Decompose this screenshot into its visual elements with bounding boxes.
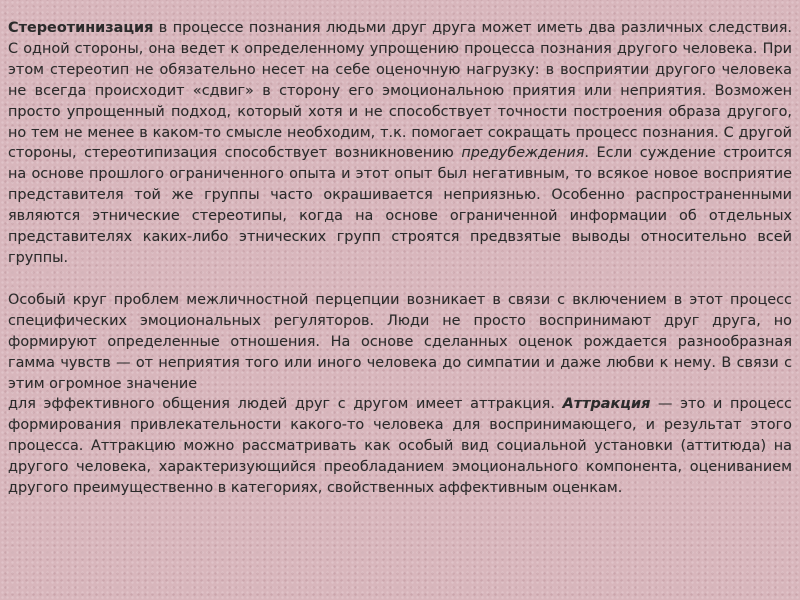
paragraph-stereotyping (8, 18, 792, 269)
paragraph2-text-b: для эффективного общения людей друг с другом имеет аттракция. (8, 396, 563, 413)
term-prejudice: предубеждения (461, 145, 585, 162)
paragraph2-text-a: Особый круг проблем межличностной перцепции возникает в связи с включением в этот процесс специфических эмоциональных регуляторов. Люди не просто воспринимают друг друга, но формируют определенные отношения. На основе сделанных оценок рождается разнообразная гамма чувств — от неприятия того или иного человека до симпатии и даже любви к нему. В связи с этим огромное значение (8, 291, 792, 392)
term-attraction: Аттракция (562, 396, 651, 413)
paragraph1-text-b: . Если суждение строится на основе прошлого ограниченного опыта и этот опыт был негативным, то всякое новое восприятие представителя той же группы часто окрашивается неприязнью. Особенно распространенными являются этнические стереотипы, когда на основе ограниченной информации об отдельных представителях каких-либо этнических групп строятся предвзятые выводы относительно всей группы. (8, 145, 792, 266)
paragraph2-text-c: — это и процесс формирования привлекательности какого-то человека для воспринимающего, и результат этого процесса. Аттракцию можно рассматривать как особый вид социальной установки (аттитюда) на другого человека, характеризующийся преобладанием эмоционального компонента, оцениванием другого преимущественно в категориях, свойственных аффективным оценкам. (8, 396, 792, 497)
term-stereotyping: Стереотинизация (8, 20, 154, 36)
paragraph1-text-a: в процессе познания людьми друг друга может иметь два различных следствия. С одной стороны, она ведет к определенному упрощению процесса познания другого человека. При этом стереотип не обязательно несет на себе оценочную нагрузку: в восприятии другого человека не всегда происходит «сдвиг» в сторону его эмоциональною приятия или неприятия. Возможен просто упрощенный подход, который хотя и не способствует точности построения образа другого, но тем не менее в каком-то смысле необходим, т.к. помогает сокращать процесс познания. С другой стороны, стереотипизация способствует возникновению (8, 20, 792, 162)
paragraph-attraction (8, 290, 792, 499)
